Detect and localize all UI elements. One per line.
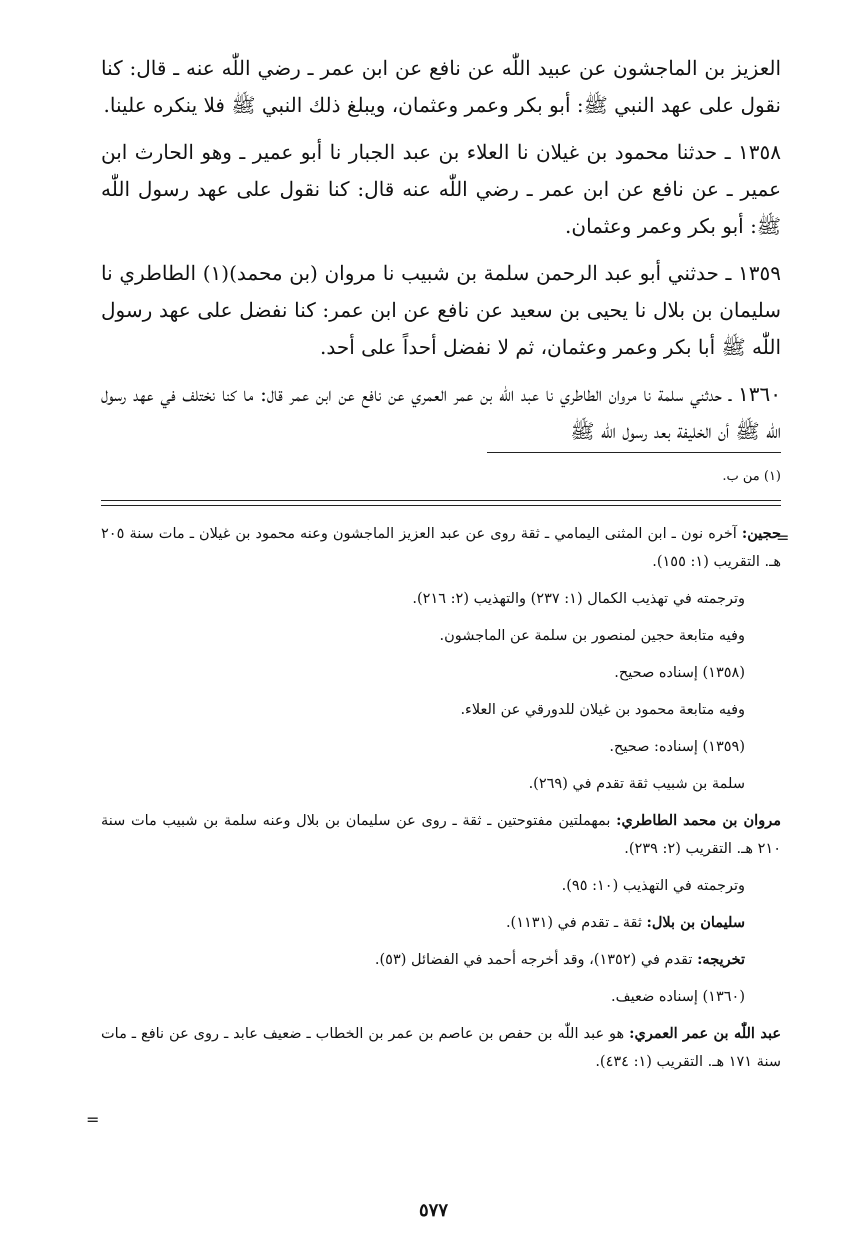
note: وفيه متابعة محمود بن غيلان للدورقي عن العلاء.: [460, 702, 745, 718]
note-text: آخره نون ـ ابن المثنى اليمامي ـ ثقة روى عن عبد العزيز الماجشون وعنه محمود بن غيلان ـ مات سنة ٢٠٥ هـ. التقريب (١: ١٥٥).: [101, 526, 781, 570]
note-name: مروان بن محمد الطاطري:: [616, 812, 781, 829]
page-number: ٥٧٧: [418, 1200, 448, 1221]
continuation-mark-top: =: [776, 528, 790, 547]
note: (١٣٥٨) إسناده صحيح.: [614, 665, 745, 681]
commentary-notes: [101, 520, 781, 1085]
note-marwan: [101, 807, 781, 863]
paragraph-continuation: العزيز بن الماجشون عن عبيد اللّٰه عن نافع عن ابن عمر ـ رضي اللّٰه عنه ـ قال: كنا نقول على عهد النبي ﷺ: أبو بكر وعمر وعثمان، ويبلغ ذلك النبي ﷺ فلا ينكره علينا.: [101, 56, 781, 117]
note-sulayman: [101, 909, 781, 937]
hadith-1358: ١٣٥٨ ـ حدثنا محمود بن غيلان نا العلاء بن عبد الجبار نا أبو عمير ـ وهو الحارث ابن عمير ـ عن نافع عن ابن عمر ـ رضي اللّٰه عنه قال: كنا نقول على عهد رسول اللّٰه ﷺ: أبو بكر وعمر وعثمان.: [101, 140, 781, 238]
note-text: ثقة ـ تقدم في (١١٣١).: [505, 915, 647, 931]
note: سلمة بن شبيب ثقة تقدم في (٢٦٩).: [528, 776, 745, 792]
note-text: تقدم في (١٣٥٢)، وقد أخرجه أحمد في الفضائل (٥٣).: [374, 952, 698, 968]
note-text: هو عبد اللّٰه بن حفص بن عاصم بن عمر بن الخطاب ـ ضعيف عابد ـ روى عن نافع ـ مات سنة ١٧١ هـ. التقريب (١: ٤٣٤).: [101, 1026, 781, 1070]
footnote-separator: [487, 452, 781, 453]
note-hajin: [101, 520, 781, 576]
note: (١٣٦٠) إسناده ضعيف.: [610, 989, 745, 1005]
note-name: تخريجه:: [697, 951, 745, 968]
hadith-1360: ١٣٦٠ ـ حدثني سلمة نا مروان الطاطري نا عبد اللّٰه بن عمر العمري عن نافع عن ابن عمر قال: ما كنا نختلف في عهد رسول اللّٰه ﷺ أن الخليفة بعد رسول اللّٰه ﷺ: [101, 382, 781, 443]
note-name: حجين:: [741, 525, 781, 542]
note: (١٣٥٩) إسناده: صحيح.: [609, 739, 745, 755]
notes-separator: [101, 500, 781, 506]
hadith-1359: ١٣٥٩ ـ حدثني أبو عبد الرحمن سلمة بن شبيب نا مروان (بن محمد)(١) الطاطري نا سليمان بن بلال نا يحيى بن سعيد عن نافع عن ابن عمر: كنا نفضل على عهد رسول اللّٰه ﷺ أبا بكر وعمر وعثمان، ثم لا نفضل أحداً على أحد.: [101, 261, 782, 359]
note-name: سليمان بن بلال:: [646, 914, 745, 931]
note: وترجمته في تهذيب الكمال (١: ٢٣٧) والتهذيب (٢: ٢١٦).: [412, 591, 745, 607]
note-text: بمهملتين مفتوحتين ـ ثقة ـ روى عن سليمان بن بلال وعنه سلمة بن شبيب مات سنة ٢١٠ هـ. التقريب (٢: ٢٣٩).: [101, 813, 781, 857]
note: وترجمته في التهذيب (١٠: ٩٥).: [561, 878, 745, 894]
main-text: [101, 50, 781, 460]
footnote: (١) من ب.: [722, 469, 781, 484]
note-takhrij: [101, 946, 781, 974]
note: وفيه متابعة حجين لمنصور بن سلمة عن الماجشون.: [439, 628, 745, 644]
note-name: عبد اللّٰه بن عمر العمري:: [629, 1025, 781, 1042]
continuation-mark-bottom: =: [86, 1110, 100, 1129]
note-abdullah-umari: [101, 1020, 781, 1076]
